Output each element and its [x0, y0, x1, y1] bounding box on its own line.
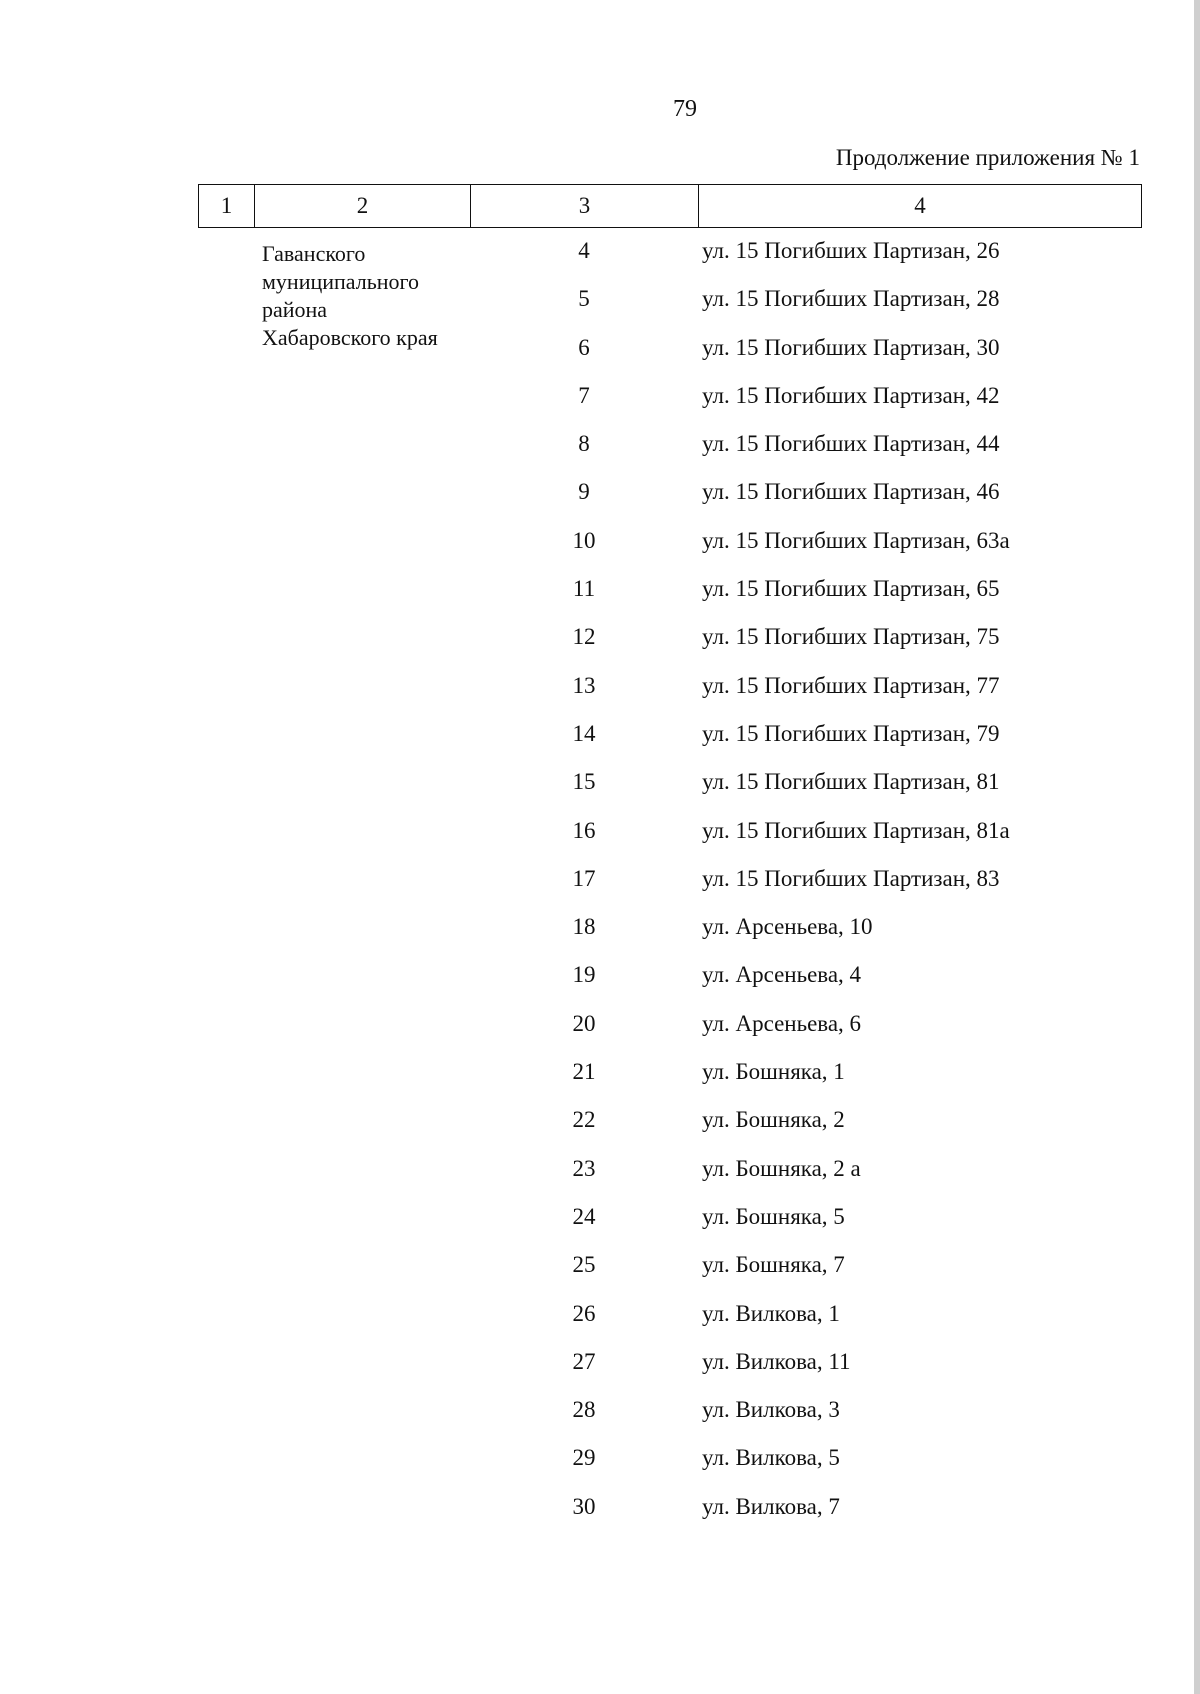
row-number: 20 [572, 1010, 596, 1036]
table-row [470, 335, 1160, 383]
row-number: 4 [578, 238, 590, 263]
row-number: 18 [572, 914, 596, 940]
table-row [470, 721, 1160, 769]
region-line: Хабаровского края [262, 325, 438, 350]
row-address: ул. Вилкова, 1 [702, 1300, 840, 1326]
header-cell-1: 1 [199, 185, 255, 227]
row-number: 14 [572, 720, 596, 746]
row-address: ул. Бошняка, 7 [702, 1252, 845, 1278]
region-line: муниципального [262, 269, 420, 294]
table-row [470, 528, 1160, 576]
region-line: Гаванского [262, 241, 366, 266]
header-cell-2: 2 [255, 185, 471, 227]
table-row [470, 1252, 1160, 1300]
region-name [262, 240, 492, 352]
region-line: района [262, 297, 328, 322]
row-address: ул. Вилкова, 7 [702, 1493, 840, 1519]
row-number: 21 [572, 1059, 596, 1085]
row-address: ул. Вилкова, 5 [702, 1445, 840, 1471]
row-address: ул. 15 Погибших Партизан, 83 [702, 865, 1000, 891]
row-address: ул. Арсеньева, 6 [702, 1010, 862, 1036]
row-number: 23 [572, 1155, 596, 1181]
row-address: ул. 15 Погибших Партизан, 26 [702, 238, 1000, 263]
row-address: ул. Бошняка, 2 а [702, 1155, 861, 1181]
row-address: ул. Бошняка, 2 [702, 1107, 845, 1133]
row-number: 12 [572, 624, 596, 650]
address-list [470, 238, 1160, 1542]
table-row [470, 1156, 1160, 1204]
row-address: ул. 15 Погибших Партизан, 63а [702, 527, 1010, 553]
row-number: 17 [572, 865, 596, 891]
table-row [470, 576, 1160, 624]
table-row [470, 1204, 1160, 1252]
scan-edge [1194, 0, 1200, 1694]
row-number: 29 [572, 1445, 596, 1471]
table-row [470, 624, 1160, 672]
row-address: ул. Бошняка, 1 [702, 1059, 845, 1085]
table-row [470, 1011, 1160, 1059]
row-number: 8 [578, 431, 590, 457]
row-address: ул. Вилкова, 11 [702, 1348, 851, 1374]
row-number: 7 [578, 382, 590, 408]
row-number: 30 [572, 1493, 596, 1519]
row-address: ул. 15 Погибших Партизан, 42 [702, 382, 1000, 408]
row-address: ул. 15 Погибших Партизан, 75 [702, 624, 1000, 650]
row-number: 28 [572, 1397, 596, 1423]
row-address: ул. Арсеньева, 10 [702, 914, 873, 940]
row-address: ул. 15 Погибших Партизан, 79 [702, 720, 1000, 746]
row-number: 9 [578, 479, 590, 505]
table-row [470, 1494, 1160, 1542]
row-address: ул. 15 Погибших Партизан, 46 [702, 479, 1000, 505]
row-number: 13 [572, 672, 596, 698]
row-address: ул. 15 Погибших Партизан, 77 [702, 672, 1000, 698]
row-address: ул. Арсеньева, 4 [702, 962, 862, 988]
table-header [198, 184, 1142, 228]
table-row [470, 673, 1160, 721]
row-number: 19 [572, 962, 596, 988]
table-row [470, 1301, 1160, 1349]
row-number: 27 [572, 1348, 596, 1374]
table-row [470, 1397, 1160, 1445]
row-address: ул. 15 Погибших Партизан, 44 [702, 431, 1000, 457]
row-number: 10 [572, 527, 596, 553]
table-row [470, 962, 1160, 1010]
row-address: ул. 15 Погибших Партизан, 81а [702, 817, 1010, 843]
row-number: 11 [572, 576, 596, 602]
table-row [470, 1059, 1160, 1107]
row-address: ул. Вилкова, 3 [702, 1397, 840, 1423]
table-row [470, 1107, 1160, 1155]
row-address: ул. 15 Погибших Партизан, 28 [702, 286, 1000, 312]
page-number: 79 [673, 96, 697, 122]
row-number: 26 [572, 1300, 596, 1326]
table-row [470, 914, 1160, 962]
table-row [470, 431, 1160, 479]
row-number: 24 [572, 1203, 596, 1229]
table-row [470, 818, 1160, 866]
row-number: 25 [572, 1252, 596, 1278]
table-row [470, 479, 1160, 527]
table-row [470, 383, 1160, 431]
row-number: 5 [578, 286, 590, 312]
row-address: ул. Бошняка, 5 [702, 1203, 845, 1229]
header-cell-4: 4 [914, 193, 926, 218]
row-number: 16 [572, 817, 596, 843]
continuation-label: Продолжение приложения № 1 [835, 145, 1140, 170]
row-number: 15 [572, 769, 596, 795]
row-address: ул. 15 Погибших Партизан, 81 [702, 769, 1000, 795]
header-cell-3: 3 [471, 185, 699, 227]
row-number: 22 [572, 1107, 596, 1133]
table-row [470, 866, 1160, 914]
table-row [470, 1445, 1160, 1493]
table-row [470, 1349, 1160, 1397]
row-address: ул. 15 Погибших Партизан, 65 [702, 576, 1000, 602]
row-number: 6 [578, 334, 590, 360]
table-row [470, 238, 1160, 286]
table-row [470, 286, 1160, 334]
table-row [470, 769, 1160, 817]
row-address: ул. 15 Погибших Партизан, 30 [702, 334, 1000, 360]
